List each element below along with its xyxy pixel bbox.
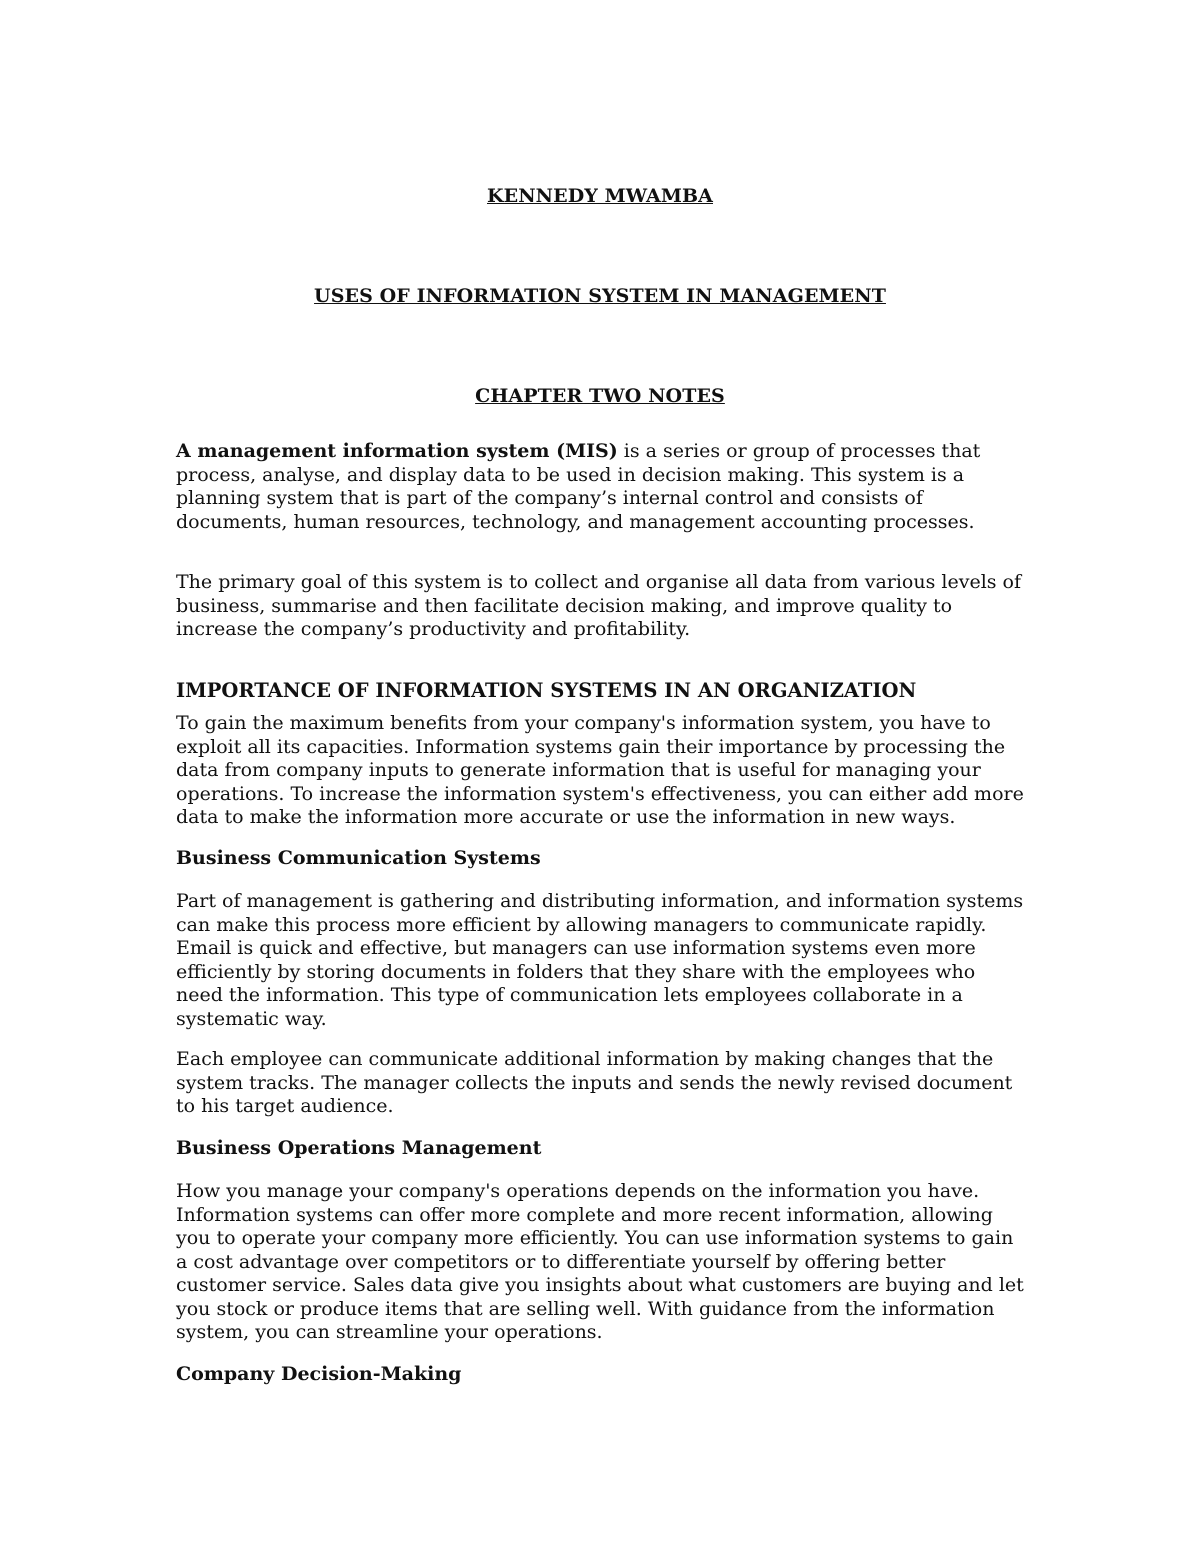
author-name: KENNEDY MWAMBA <box>487 185 713 207</box>
communication-paragraph-1: Part of management is gathering and distributing information, and information systems can make this process more efficient by allowing managers to communicate rapidly. Email is quick and effective, but managers can use information systems even more efficiently by storing documents in folders that they share with the employees who need the information. This type of communication lets employees collaborate in a systematic way. <box>176 890 1024 1030</box>
intro-lead-term: A management information system (MIS) <box>176 440 618 462</box>
importance-paragraph: To gain the maximum benefits from your company's information system, you have to exploit all its capacities. Information systems gain their importance by processing the data from company inputs to generate information that is useful for managing your operations. To increase the information system's effectiveness, you can either add more data to make the information more accurate or use the information in new ways. <box>176 712 1024 828</box>
document-title: USES OF INFORMATION SYSTEM IN MANAGEMENT <box>314 285 886 307</box>
goal-paragraph: The primary goal of this system is to collect and organise all data from various levels of business, summarise and then facilitate decision making, and improve quality to increase the company’s productivity and profitability. <box>176 571 1022 640</box>
document-body <box>176 440 1026 1406</box>
decision-heading: Company Decision-Making <box>176 1362 462 1385</box>
intro-text: is a series or group of processes that process, analyse, and display data to be used in decision making. This system is a planning system that is part of the company’s internal control and consists of documents, human resources, technology, and management accounting processes. <box>176 440 981 533</box>
operations-heading: Business Operations Management <box>176 1136 542 1159</box>
intro-paragraph <box>176 440 1026 534</box>
chapter-subtitle: CHAPTER TWO NOTES <box>475 385 725 407</box>
communication-heading: Business Communication Systems <box>176 846 541 869</box>
operations-paragraph: How you manage your company's operations depends on the information you have. Information systems can offer more complete and more recent information, allowing you to operate your company more efficiently. You can use information systems to gain a cost advantage over competitors or to differentiate yourself by offering better customer service. Sales data give you insights about what customers are buying and let you stock or produce items that are selling well. With guidance from the information system, you can streamline your operations. <box>176 1180 1024 1343</box>
communication-paragraph-2: Each employee can communicate additional information by making changes that the system tracks. The manager collects the inputs and sends the newly revised document to his target audience. <box>176 1048 1013 1117</box>
importance-heading: IMPORTANCE OF INFORMATION SYSTEMS IN AN ORGANIZATION <box>176 678 917 702</box>
